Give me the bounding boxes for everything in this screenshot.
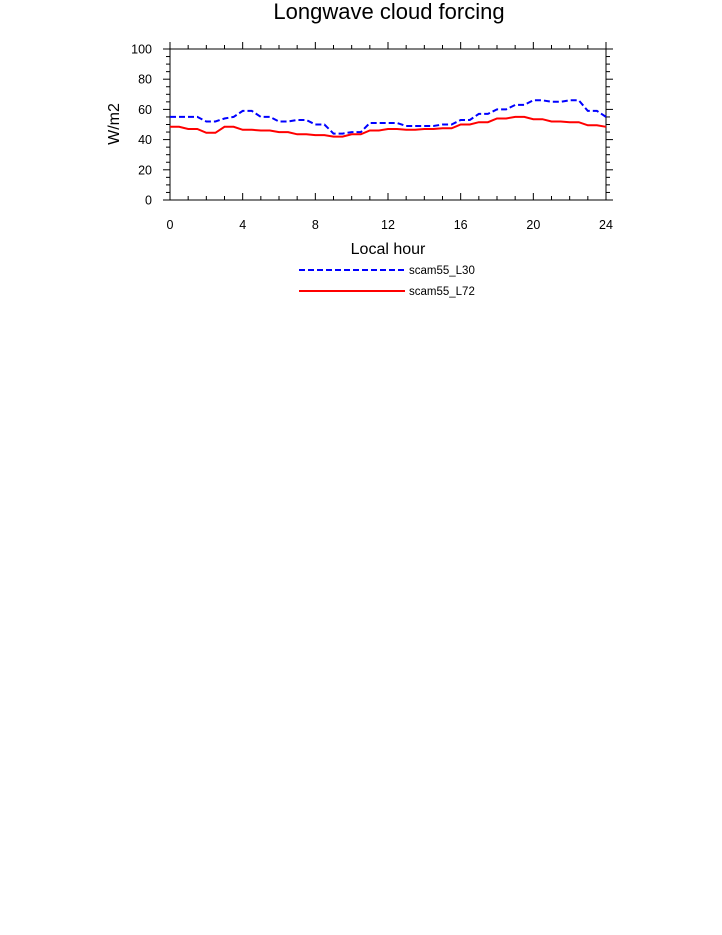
x-tick-label: 8: [311, 218, 319, 232]
x-tick-label: 0: [166, 218, 174, 232]
y-tick-label: 100: [131, 42, 152, 57]
plot-frame: [170, 49, 606, 200]
x-tick-label: 16: [453, 218, 468, 232]
chart-title: Longwave cloud forcing: [273, 0, 505, 24]
x-tick-label: 24: [599, 218, 613, 232]
tick-labels: [131, 43, 613, 233]
series-lines: [170, 100, 606, 136]
y-tick-label: 0: [145, 193, 152, 208]
x-tick-label: 20: [526, 218, 541, 232]
x-axis-label: Local hour: [350, 241, 426, 258]
legend-label-2: scam55_L72: [409, 286, 475, 298]
y-tick-label: 40: [138, 133, 152, 148]
legend: [299, 265, 475, 298]
x-tick-label: 4: [239, 218, 247, 232]
legend-label-1: scam55_L30: [409, 265, 475, 277]
y-tick-label: 20: [138, 163, 152, 178]
y-tick-label: 80: [138, 72, 152, 87]
y-axis-label: W/m2: [106, 103, 123, 145]
x-tick-label: 12: [381, 218, 395, 232]
y-tick-label: 60: [138, 102, 152, 117]
series-line-2: [170, 117, 606, 137]
